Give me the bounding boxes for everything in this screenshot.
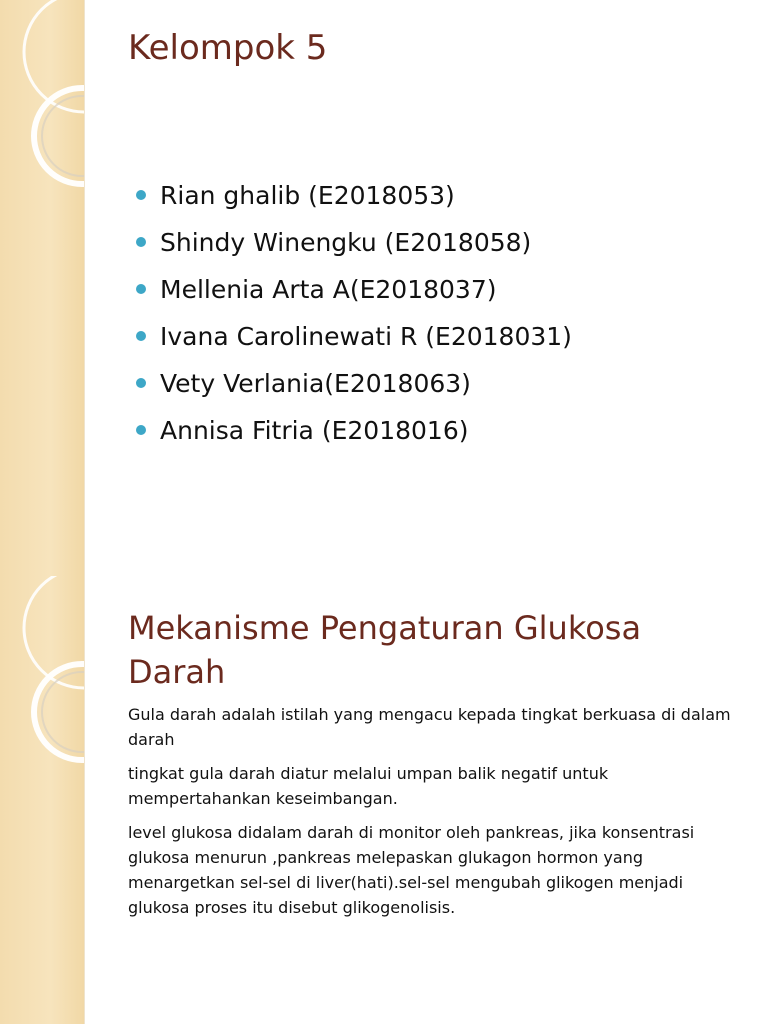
list-item xyxy=(132,360,572,407)
list-item xyxy=(132,407,572,454)
member-name: Shindy Winengku (E2018058) xyxy=(160,228,532,257)
paragraph: level glukosa didalam darah di monitor oleh pankreas, jika konsentrasi glukosa menurun ,pankreas melepaskan glukagon hormon yang menargetkan sel-sel di liver(hati).sel-sel mengubah glikogen menjadi glukosa proses itu disebut glikogenolisis. xyxy=(128,823,695,917)
slide-title: Mekanisme Pengaturan Glukosa Darah xyxy=(128,609,642,691)
slide-title: Kelompok 5 xyxy=(128,28,328,68)
member-name: Vety Verlania(E2018063) xyxy=(160,369,471,398)
member-name: Rian ghalib (E2018053) xyxy=(160,181,455,210)
member-name: Ivana Carolinewati R (E2018031) xyxy=(160,322,572,351)
member-name: Mellenia Arta A(E2018037) xyxy=(160,275,497,304)
member-list xyxy=(132,172,572,454)
paragraph: tingkat gula darah diatur melalui umpan balik negatif untuk mempertahankan keseimbangan. xyxy=(128,764,609,808)
member-name: Annisa Fitria (E2018016) xyxy=(160,416,469,445)
decorative-rings xyxy=(0,0,84,576)
bullet-icon xyxy=(136,190,146,200)
list-item xyxy=(132,172,572,219)
bullet-icon xyxy=(136,378,146,388)
bullet-icon xyxy=(136,331,146,341)
decorative-rings xyxy=(0,576,84,1024)
list-item xyxy=(132,219,572,266)
list-item xyxy=(132,266,572,313)
paragraph: Gula darah adalah istilah yang mengacu kepada tingkat berkuasa di dalam darah xyxy=(128,705,731,749)
decorative-side-strip xyxy=(0,0,85,576)
bullet-icon xyxy=(136,425,146,435)
decorative-side-strip xyxy=(0,576,85,1024)
list-item xyxy=(132,313,572,360)
bullet-icon xyxy=(136,237,146,247)
slide-body xyxy=(128,702,738,929)
bullet-icon xyxy=(136,284,146,294)
